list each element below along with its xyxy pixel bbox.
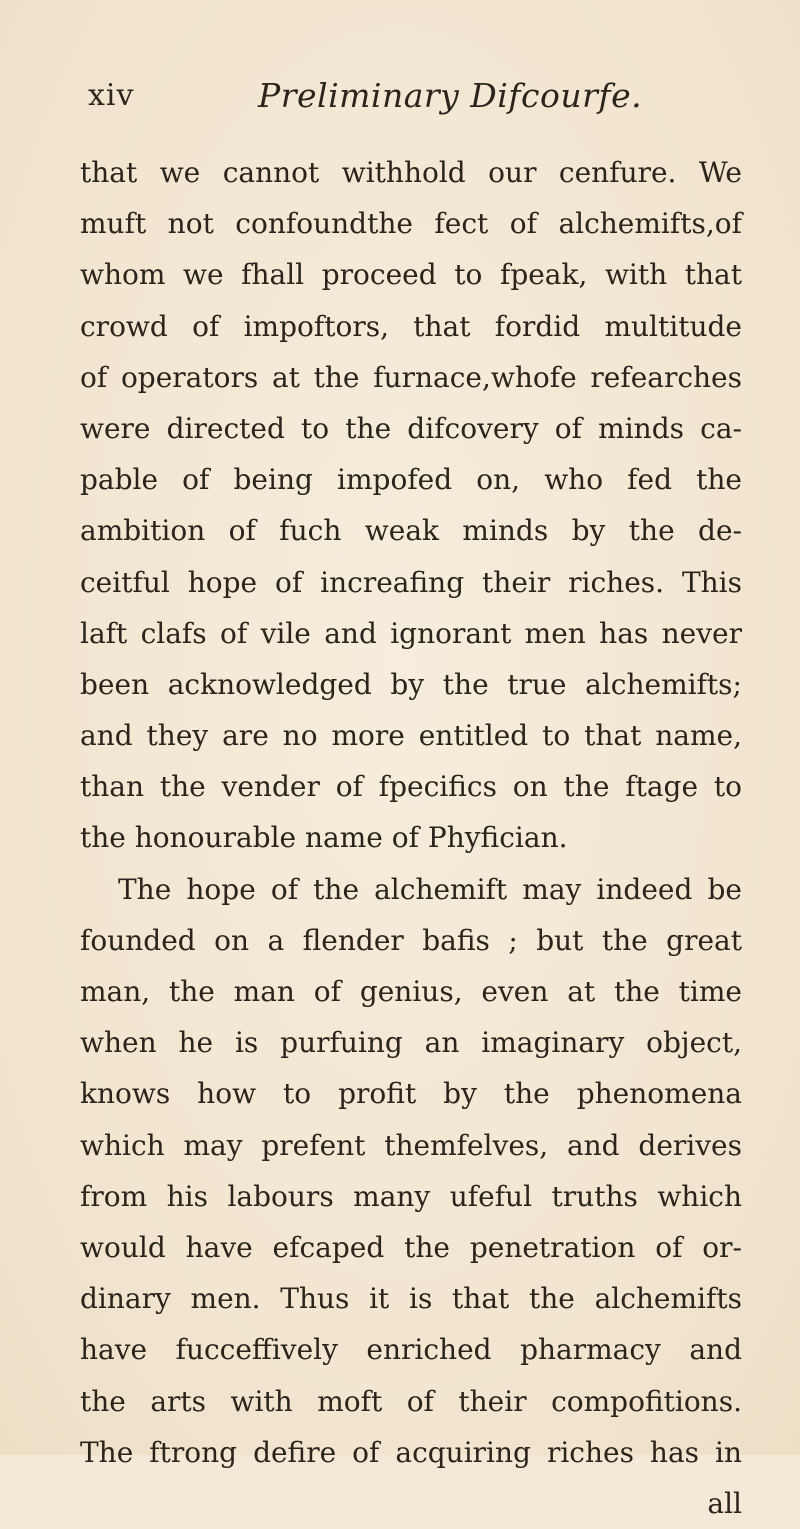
running-title: Preliminary Difcourfe. [258, 76, 643, 115]
text-line: than the vender of fpecifics on the ftage to [80, 770, 742, 804]
text-line: muft not confoundthe fect of alchemifts,of [80, 207, 742, 241]
body-text [80, 147, 742, 1529]
text-line: would have efcaped the penetration of or- [80, 1230, 742, 1264]
text-line: that we cannot withhold our cenfure. We [80, 156, 742, 189]
text-line: have fucceffively enriched pharmacy and [80, 1333, 742, 1367]
text-line: crowd of impoftors, that fordid multitude [80, 309, 742, 343]
text-line: the honourable name of Phyfician. [80, 821, 568, 855]
text-line: which may prefent themfelves, and derives [80, 1128, 742, 1162]
text-line: founded on a flender bafis ; but the great [80, 923, 742, 957]
text-line: and they are no more entitled to that name, [80, 719, 742, 753]
text-line: The hope of the alchemift may indeed be [118, 872, 742, 906]
text-line: whom we fhall proceed to fpeak, with that [80, 258, 742, 292]
text-line: ambition of fuch weak minds by the de- [80, 514, 742, 548]
text-line: dinary men. Thus it is that the alchemifts [80, 1282, 742, 1316]
text-line: from his labours many ufeful truths which [80, 1179, 742, 1213]
text-line: knows how to profit by the phenomena [80, 1077, 742, 1111]
text-line: been acknowledged by the true alchemifts; [80, 667, 742, 701]
page-number: xiv [88, 78, 135, 113]
text-line: of operators at the furnace,whofe refearches [80, 360, 742, 394]
page-header [88, 78, 728, 128]
text-line: were directed to the difcovery of minds ca- [80, 411, 742, 445]
text-line: man, the man of genius, even at the time [80, 975, 742, 1008]
text-line: laft clafs of vile and ignorant men has never [80, 616, 742, 650]
text-line: the arts with moft of their compofitions. [80, 1384, 742, 1418]
text-line: pable of being impofed on, who fed the [80, 463, 742, 497]
catchword: all [707, 1486, 742, 1520]
text-line: when he is purfuing an imaginary object, [80, 1026, 742, 1060]
text-line: ceitful hope of increafing their riches. This [80, 565, 742, 599]
text-line: The ftrong defire of acquiring riches has in [80, 1435, 742, 1469]
